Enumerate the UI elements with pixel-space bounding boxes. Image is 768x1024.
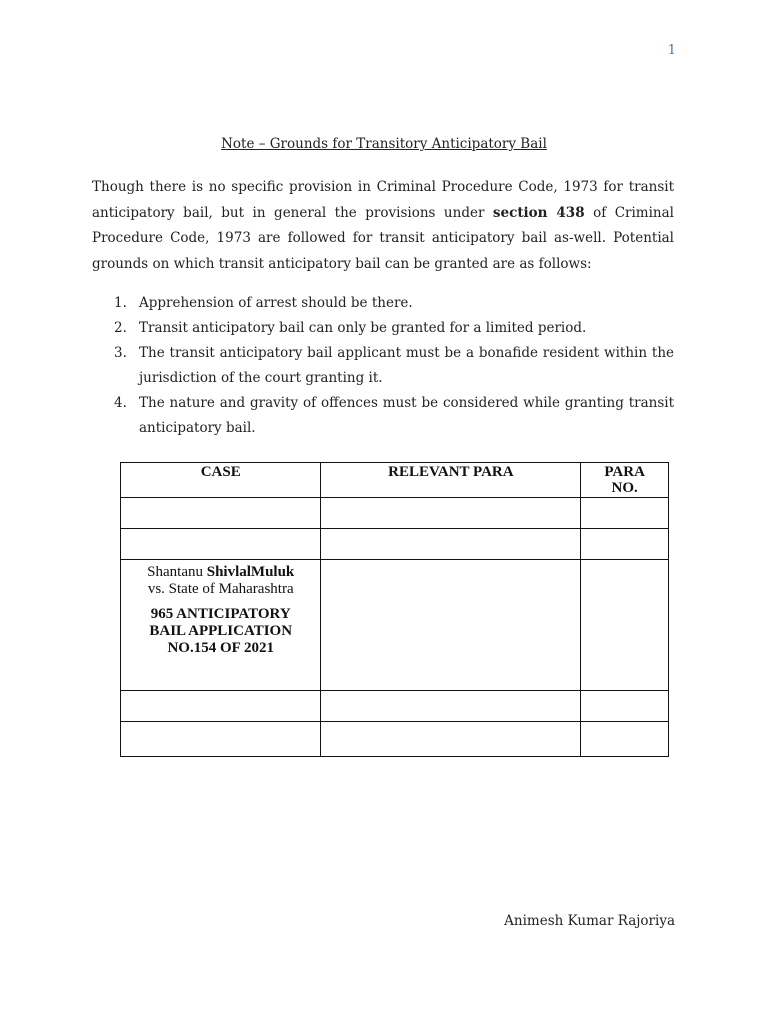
header-para-no-line2: NO. [611,480,638,496]
list-item-number: 1. [114,295,127,311]
table-cell [581,498,669,529]
table-header-row [121,463,669,498]
case-citation [121,606,320,657]
table-cell [121,498,321,529]
table-cell [121,722,321,757]
list-item [92,316,674,341]
list-item-text: Apprehension of arrest should be there. [139,295,413,311]
header-relevant-para: RELEVANT PARA [321,463,581,498]
header-case: CASE [121,463,321,498]
page-number: 1 [667,43,676,58]
list-item-number: 4. [114,395,127,411]
table-cell [581,560,669,691]
grounds-list [92,291,674,441]
table-cell [321,529,581,560]
list-item-text: The nature and gravity of offences must be considered while granting transit anticipatory bail. [139,395,674,436]
intro-paragraph [92,175,674,277]
header-para-no [581,463,669,498]
table-row [121,691,669,722]
case-respondent: vs. State of Maharashtra [147,581,294,597]
case-name-prefix: Shantanu [147,564,207,580]
case-name-bold: ShivlalMuluk [206,564,295,580]
list-item-text: Transit anticipatory bail can only be granted for a limited period. [139,320,587,336]
list-item [92,291,674,316]
list-item [92,391,674,441]
table-row [121,529,669,560]
table-cell [581,691,669,722]
case-name [121,560,320,581]
table-cell [321,498,581,529]
intro-text-start: Though there is no specific provision in Criminal Procedure Code, 1973 for transit anticipatory bail, but in general the provisions under [92,179,674,221]
intro-text-end: of Criminal Procedure Code, 1973 are followed for transit anticipatory bail as-well. Potential grounds on which transit anticipatory bail can be granted are as follows: [92,204,674,272]
table-row [121,560,669,691]
list-item [92,341,674,391]
case-table [120,462,669,757]
table-cell [321,722,581,757]
case-citation-line: 965 ANTICIPATORY [150,606,291,622]
table-cell [321,560,581,691]
case-citation-line: NO.154 OF 2021 [167,640,274,656]
author-name: Animesh Kumar Rajoriya [504,913,675,929]
list-item-number: 2. [114,320,127,336]
intro-section-reference: section 438 [492,204,585,221]
page-title: Note – Grounds for Transitory Anticipatory Bail [221,136,547,152]
table-cell [121,691,321,722]
table-row [121,498,669,529]
table-cell [121,529,321,560]
list-item-text: The transit anticipatory bail applicant must be a bonafide resident within the jurisdiction of the court granting it. [139,345,674,386]
table-cell [321,691,581,722]
table-cell [581,722,669,757]
table-row [121,722,669,757]
header-para-no-line1: PARA [604,464,645,480]
case-cell [121,560,321,691]
list-item-number: 3. [114,345,127,361]
table-cell [581,529,669,560]
case-citation-line: BAIL APPLICATION [149,623,293,639]
